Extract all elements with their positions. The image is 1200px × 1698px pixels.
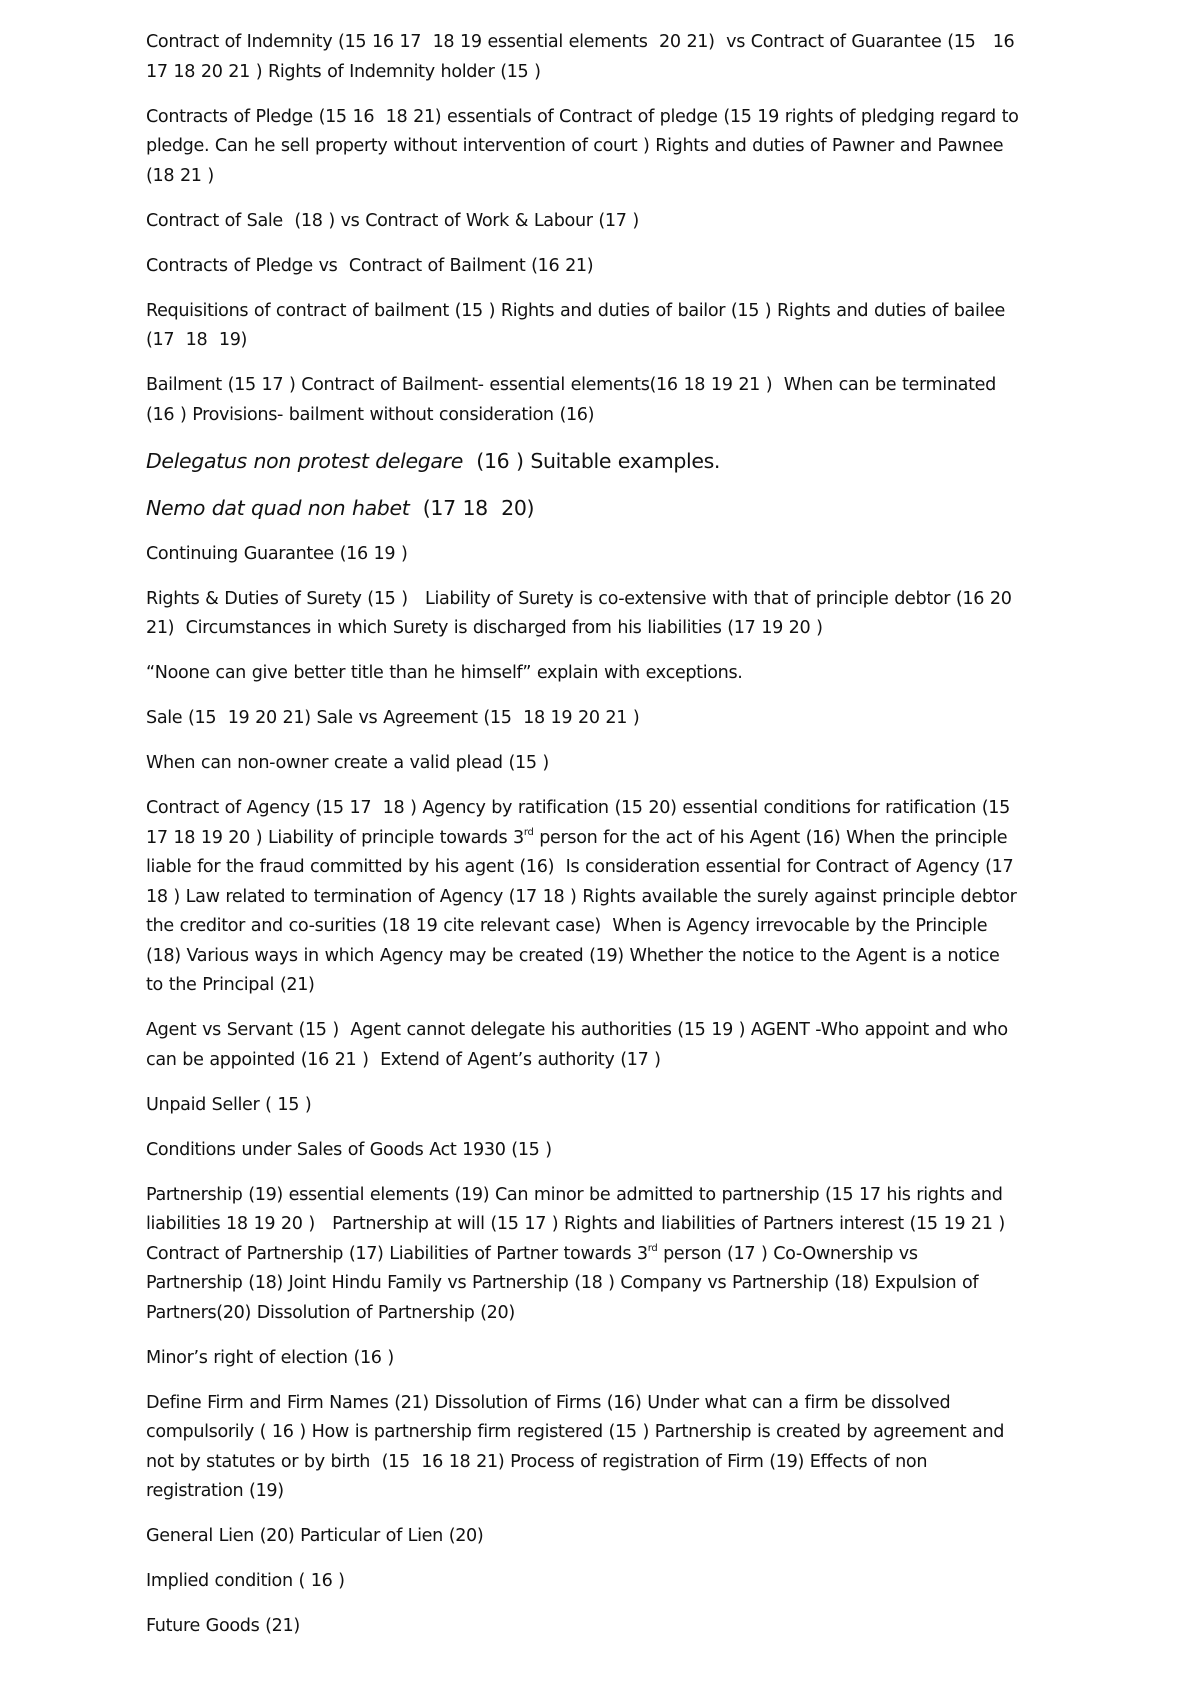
- paragraph-unpaid-seller: Unpaid Seller ( 15 ): [146, 1094, 312, 1115]
- paragraph-minors-right: Minor’s right of election (16 ): [146, 1347, 394, 1368]
- paragraph-implied-condition: Implied condition ( 16 ): [146, 1571, 345, 1591]
- paragraph-nemo-dat: Nemo dat quad non habet (17 18 20): [146, 495, 535, 520]
- document-page: [146, 28, 1066, 1657]
- paragraph-agency: Contract of Agency (15 17 18 ) Agency by ratification (15 20) essential conditions for ratification (15 17 18 19 20 ) Liability of principle towards 3rd person for the act of his Agent (16) When the principle liable for the fraud committed by his agent (16) Is consideration essential for Contract of Agency (17 18 ) Law related to termination of Agency (17 18 ) Rights available the surely against principle debtor the creditor and co-surities (18 19 cite relevant case) When is Agency irrevocable by the Principle (18) Various ways in which Agency may be created (19) Whether the notice to the Agent is a notice to the Principal (21): [146, 798, 1017, 995]
- paragraph-indemnity: Contract of Indemnity (15 16 17 18 19 essential elements 20 21) vs Contract of Guarantee (15 16 17 18 20 21 ) Rights of Indemnity holder (15 ): [146, 32, 1015, 82]
- paragraph-bailment: Bailment (15 17 ) Contract of Bailment- essential elements(16 18 19 21 ) When can be terminated (16 ) Provisions- bailment without consideration (16): [146, 375, 996, 425]
- paragraph-sale: Sale (15 19 20 21) Sale vs Agreement (15 18 19 20 21 ): [146, 708, 640, 728]
- paragraph-pledge: Contracts of Pledge (15 16 18 21) essentials of Contract of pledge (15 19 rights of pledging regard to pledge. Can he sell property without intervention of court ) Rights and duties of Pawner and Pawnee (18 21 ): [146, 106, 1019, 186]
- paragraph-future-goods: Future Goods (21): [146, 1616, 300, 1636]
- latin-maxim: Delegatus non protest delegare: [146, 448, 463, 473]
- paragraph-firm: Define Firm and Firm Names (21) Dissolution of Firms (16) Under what can a firm be dissolved compulsorily ( 16 ) How is partnership firm registered (15 ) Partnership is created by agreement and not by statutes or by birth (15 16 18 21) Process of registration of Firm (19) Effects of non registration (19): [146, 1392, 1005, 1501]
- paragraph-lien: General Lien (20) Particular of Lien (20): [146, 1526, 484, 1546]
- paragraph-delegatus: Delegatus non protest delegare (16 ) Suitable examples.: [146, 448, 721, 473]
- paragraph-continuing-guarantee: Continuing Guarantee (16 19 ): [146, 543, 408, 564]
- latin-maxim: Nemo dat quad non habet: [146, 495, 410, 520]
- paragraph-surety: Rights & Duties of Surety (15 ) Liability of Surety is co-extensive with that of principle debtor (16 20 21) Circumstances in which Surety is discharged from his liabilities (17 19 20 ): [146, 588, 1012, 638]
- paragraph-requisitions-bailment: Requisitions of contract of bailment (15 ) Rights and duties of bailor (15 ) Rights and duties of bailee (17 18 19): [146, 300, 1006, 350]
- paragraph-partnership: Partnership (19) essential elements (19) Can minor be admitted to partnership (15 17 his rights and liabilities 18 19 20 ) Partnership at will (15 17 ) Rights and liabilities of Partners interest (15 19 21 ) Contract of Partnership (17) Liabilities of Partner towards 3rd person (17 ) Co-Ownership vs Partnership (18) Joint Hindu Family vs Partnership (18 ) Company vs Partnership (18) Expulsion of Partners(20) Dissolution of Partnership (20): [146, 1184, 1005, 1323]
- paragraph-contract-of-sale: Contract of Sale (18 ) vs Contract of Work & Labour (17 ): [146, 210, 639, 231]
- paragraph-agent-vs-servant: Agent vs Servant (15 ) Agent cannot delegate his authorities (15 19 ) AGENT -Who appoint and who can be appointed (16 21 ) Extend of Agent’s authority (17 ): [146, 1020, 1008, 1070]
- paragraph-noone-better-title: “Noone can give better title than he himself” explain with exceptions.: [146, 663, 743, 683]
- paragraph-non-owner: When can non-owner create a valid plead (15 ): [146, 753, 549, 773]
- paragraph-pledge-vs-bailment: Contracts of Pledge vs Contract of Bailment (16 21): [146, 255, 594, 276]
- paragraph-sales-of-goods-act: Conditions under Sales of Goods Act 1930 (15 ): [146, 1139, 552, 1160]
